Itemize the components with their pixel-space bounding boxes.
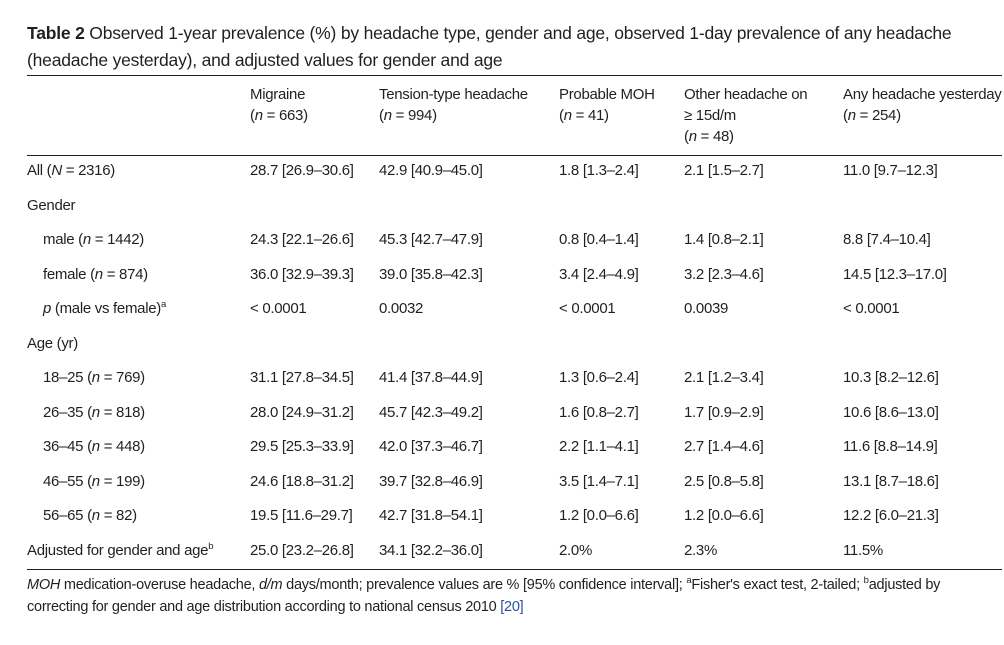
table-cell: 1.3 [0.6–2.4] bbox=[559, 369, 639, 386]
footnote-b-marker: b bbox=[863, 575, 869, 587]
table-cell: 34.1 [32.2–36.0] bbox=[379, 542, 483, 559]
row-label: female (n = 874) bbox=[43, 266, 148, 283]
footnote-dm-abbr: d/m bbox=[258, 577, 283, 593]
row-label: 18–25 (n = 769) bbox=[43, 369, 145, 386]
footnote-a-marker: a bbox=[686, 575, 692, 587]
table-cell: 2.2 [1.1–4.1] bbox=[559, 438, 639, 455]
table-cell: 1.7 [0.9–2.9] bbox=[684, 404, 764, 421]
table-cell: 1.2 [0.0–6.6] bbox=[559, 507, 639, 524]
table-cell: 41.4 [37.8–44.9] bbox=[379, 369, 483, 386]
table-cell: 31.1 [27.8–34.5] bbox=[250, 369, 354, 386]
table-cell: 2.0% bbox=[559, 542, 592, 559]
column-n-value: 48 bbox=[712, 128, 730, 145]
table-cell: 19.5 [11.6–29.7] bbox=[250, 507, 353, 524]
footnote-a-text: Fisher's exact test, 2-tailed; bbox=[691, 577, 864, 593]
column-header-label: Tension-type headache bbox=[379, 86, 528, 103]
table-cell: 1.4 [0.8–2.1] bbox=[684, 231, 764, 248]
footnote-marker: a bbox=[160, 299, 166, 310]
column-header bbox=[379, 84, 528, 126]
table-cell: 2.1 [1.2–3.4] bbox=[684, 369, 764, 386]
row-label: Adjusted for gender and age$^b$ bbox=[27, 541, 214, 559]
table-cell: 13.1 [8.7–18.6] bbox=[843, 473, 939, 490]
row-label: p (male vs female)$^a$ bbox=[43, 299, 166, 317]
table-cell: 14.5 [12.3–17.0] bbox=[843, 266, 947, 283]
column-header-n: (n = 41) bbox=[559, 107, 609, 124]
top-rule bbox=[27, 75, 1002, 76]
column-n-value: 41 bbox=[587, 107, 605, 124]
table-cell: 3.4 [2.4–4.9] bbox=[559, 266, 639, 283]
header-rule bbox=[27, 155, 1002, 156]
footnote-dm-definition: days/month; prevalence values are % [95% confidence interval]; bbox=[282, 577, 687, 593]
table-cell: 25.0 [23.2–26.8] bbox=[250, 542, 354, 559]
row-label: male (n = 1442) bbox=[43, 231, 144, 248]
table-cell: 11.0 [9.7–12.3] bbox=[843, 162, 938, 179]
column-header-n: (n = 48) bbox=[684, 128, 734, 145]
row-label: All (N = 2316) bbox=[27, 162, 115, 179]
column-header-label: Probable MOH bbox=[559, 86, 655, 103]
table-cell: 42.0 [37.3–46.7] bbox=[379, 438, 483, 455]
row-label: 26–35 (n = 818) bbox=[43, 404, 145, 421]
table-cell: 1.8 [1.3–2.4] bbox=[559, 162, 639, 179]
footnote-moh-abbr: MOH bbox=[27, 577, 61, 593]
table-cell: 0.8 [0.4–1.4] bbox=[559, 231, 639, 248]
table-caption bbox=[27, 20, 1002, 74]
row-label: 36–45 (n = 448) bbox=[43, 438, 145, 455]
table-cell: 36.0 [32.9–39.3] bbox=[250, 266, 354, 283]
column-header-n: (n = 254) bbox=[843, 107, 901, 124]
column-header-n: (n = 663) bbox=[250, 107, 308, 124]
column-n-value: 663 bbox=[278, 107, 304, 124]
table-cell: 11.5% bbox=[843, 542, 883, 559]
table-cell: 45.3 [42.7–47.9] bbox=[379, 231, 483, 248]
column-header-label-cont: ≥ 15d/m bbox=[684, 107, 736, 124]
table-cell: 10.6 [8.6–13.0] bbox=[843, 404, 939, 421]
table-cell: 45.7 [42.3–49.2] bbox=[379, 404, 483, 421]
table-cell: 39.0 [35.8–42.3] bbox=[379, 266, 483, 283]
column-header bbox=[250, 84, 308, 126]
table-caption-text: Observed 1-year prevalence (%) by headache type, gender and age, observed 1-day prevalence of any headache (headache yesterday), and adjusted values for gender and age bbox=[27, 23, 952, 70]
table-cell: 3.5 [1.4–7.1] bbox=[559, 473, 639, 490]
table-cell: < 0.0001 bbox=[559, 300, 616, 317]
table-label: Table 2 bbox=[27, 23, 85, 43]
column-header bbox=[559, 84, 655, 126]
table-cell: 11.6 [8.8–14.9] bbox=[843, 438, 938, 455]
table-footnote bbox=[27, 574, 1002, 618]
table-cell: 0.0032 bbox=[379, 300, 424, 317]
table-cell: 42.7 [31.8–54.1] bbox=[379, 507, 483, 524]
column-header bbox=[843, 84, 1002, 126]
table-cell: 29.5 [25.3–33.9] bbox=[250, 438, 354, 455]
table-cell: 2.5 [0.8–5.8] bbox=[684, 473, 764, 490]
footnote-marker: b bbox=[208, 541, 214, 552]
table-cell: 1.2 [0.0–6.6] bbox=[684, 507, 764, 524]
table-cell: 8.8 [7.4–10.4] bbox=[843, 231, 931, 248]
footnote-b-text: adjusted by correcting for gender and age distribution according to national census 2010 bbox=[27, 577, 941, 615]
row-label: 56–65 (n = 82) bbox=[43, 507, 137, 524]
table-cell: 28.0 [24.9–31.2] bbox=[250, 404, 354, 421]
table-cell: 2.3% bbox=[684, 542, 717, 559]
column-n-value: 254 bbox=[871, 107, 897, 124]
table-cell: < 0.0001 bbox=[250, 300, 307, 317]
table-cell: 0.0039 bbox=[684, 300, 729, 317]
section-heading: Age (yr) bbox=[27, 335, 78, 352]
column-header-n: (n = 994) bbox=[379, 107, 437, 124]
column-header bbox=[684, 84, 807, 147]
table-cell: 42.9 [40.9–45.0] bbox=[379, 162, 483, 179]
table-cell: < 0.0001 bbox=[843, 300, 900, 317]
table-cell: 3.2 [2.3–4.6] bbox=[684, 266, 764, 283]
table-cell: 24.3 [22.1–26.6] bbox=[250, 231, 354, 248]
column-n-value: 994 bbox=[407, 107, 433, 124]
section-heading: Gender bbox=[27, 197, 76, 214]
reference-link[interactable]: [20] bbox=[500, 599, 524, 615]
table-cell: 2.1 [1.5–2.7] bbox=[684, 162, 764, 179]
footnote-moh-definition: medication-overuse headache, bbox=[60, 577, 259, 593]
table-cell: 10.3 [8.2–12.6] bbox=[843, 369, 939, 386]
row-label: 46–55 (n = 199) bbox=[43, 473, 145, 490]
table-cell: 2.7 [1.4–4.6] bbox=[684, 438, 764, 455]
column-header-label: Other headache on bbox=[684, 86, 808, 103]
table-cell: 24.6 [18.8–31.2] bbox=[250, 473, 354, 490]
column-header-label: Any headache yesterday bbox=[843, 86, 1002, 103]
table-cell: 39.7 [32.8–46.9] bbox=[379, 473, 483, 490]
table-cell: 12.2 [6.0–21.3] bbox=[843, 507, 939, 524]
bottom-rule bbox=[27, 569, 1002, 570]
column-header-label: Migraine bbox=[250, 86, 306, 103]
table-cell: 28.7 [26.9–30.6] bbox=[250, 162, 354, 179]
table-cell: 1.6 [0.8–2.7] bbox=[559, 404, 639, 421]
